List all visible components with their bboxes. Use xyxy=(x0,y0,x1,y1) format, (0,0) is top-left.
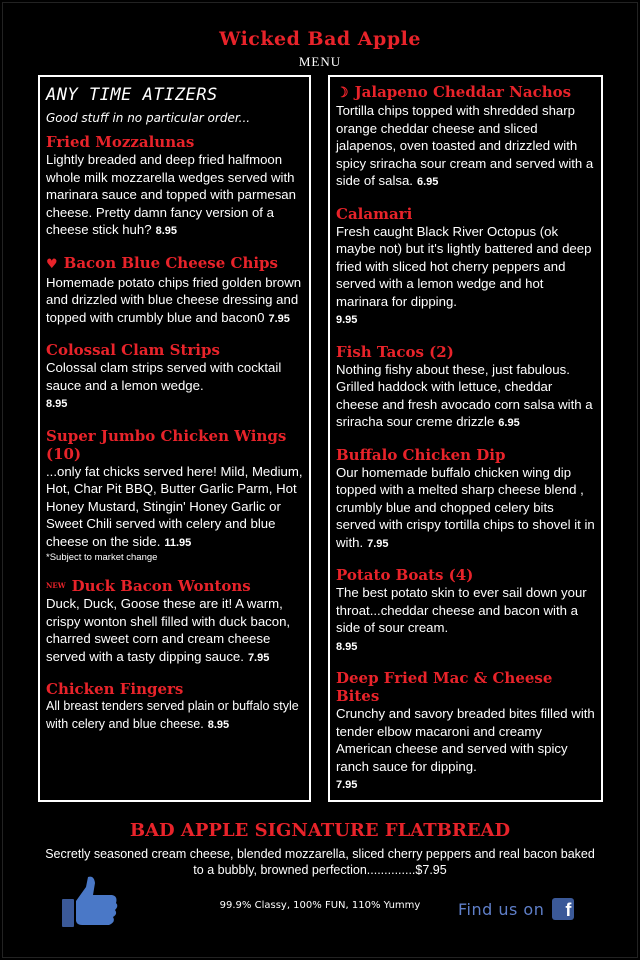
item-name: Colossal Clam Strips xyxy=(46,341,220,359)
menu-item xyxy=(336,83,596,192)
menu-item xyxy=(336,343,596,433)
item-price: 6.95 xyxy=(416,176,439,188)
item-price: 7.95 xyxy=(268,312,290,325)
menu-item xyxy=(46,427,304,565)
menu-item xyxy=(336,669,596,795)
item-note: *Subject to market change xyxy=(46,552,158,563)
item-desc: Fresh caught Black River Octopus (ok maybe not) but it's lightly battered and deep fried with sliced hot cherry peppers and served with a lemon wedge and hot marinara for dipping. 9.95 xyxy=(336,223,592,326)
item-price: 6.95 xyxy=(498,417,520,429)
item-name: ☽ Jalapeno Cheddar Nachos xyxy=(336,83,572,101)
new-badge-icon: NEW xyxy=(46,581,66,590)
menu-label: MENU xyxy=(298,54,342,69)
appetizers-box-left xyxy=(38,75,311,802)
item-desc: Our homemade buffalo chicken wing dip topped with a melted sharp cheese blend , crumbly blue and chopped celery bits served with crispy tortilla chips to shovel it in with. 7.95 xyxy=(336,464,595,550)
item-price: 8.95 xyxy=(207,718,230,731)
menu-item xyxy=(336,566,596,656)
item-desc: All breast tenders served plain or buffalo style with celery and blue cheese. 8.95 xyxy=(46,699,299,731)
appetizers-box-right xyxy=(328,75,603,802)
item-name: Fried Mozzalunas xyxy=(46,133,195,151)
item-name: Deep Fried Mac & Cheese Bites xyxy=(336,669,553,705)
item-price: 7.95 xyxy=(336,779,358,791)
menu-item xyxy=(336,205,596,330)
find-us-facebook[interactable] xyxy=(458,898,574,920)
heart-icon: ♥ xyxy=(46,256,58,272)
slogan: 99.9% Classy, 100% FUN, 110% Yummy xyxy=(219,900,421,911)
menu-item xyxy=(46,254,304,329)
item-desc: Tortilla chips topped with shredded sharp orange cheddar cheese and sliced jalapenos, oven toasted and drizzled with spicy sriracha sour cream and served with a side of salsa. 6.95 xyxy=(336,103,594,188)
item-desc: Nothing fishy about these, just fabulous. Grilled haddock with lettuce, cheddar cheese and fresh avocado corn salsa with a sriracha sour creme drizzle 6.95 xyxy=(336,361,593,429)
facebook-icon: f xyxy=(552,898,574,920)
item-desc: The best potato skin to ever sail down your throat...cheddar cheese and bacon with a side of sour cream. 8.95 xyxy=(336,585,587,653)
item-price: 8.95 xyxy=(155,225,177,237)
thumbs-up-icon xyxy=(60,875,120,930)
menu-item xyxy=(46,577,304,667)
item-price: 7.95 xyxy=(247,651,270,664)
section-heading: ANY TIME ATIZERS xyxy=(46,85,218,105)
menu-item xyxy=(336,446,596,554)
item-desc: Duck, Duck, Goose these are it! A warm, crispy wonton shell filled with duck bacon, charred sweet corn and cream cheese served with a tasty dipping sauce. 7.95 xyxy=(46,596,291,664)
chili-pepper-icon: ☽ xyxy=(336,85,349,101)
flatbread-title: BAD APPLE SIGNATURE FLATBREAD xyxy=(129,820,511,841)
item-price: 7.95 xyxy=(367,537,389,550)
item-name: Potato Boats (4) xyxy=(336,566,474,584)
section-tagline: Good stuff in no particular order... xyxy=(46,111,251,125)
item-desc: Lightly breaded and deep fried halfmoon whole milk mozzarella wedges served with marinara sauce and topped with parmesan cheese. Pretty damn fancy version of a cheese stick huh? 8.95 xyxy=(46,152,296,237)
menu-item xyxy=(46,680,304,734)
menu-item xyxy=(46,133,304,241)
item-desc: Colossal clam strips served with cocktail sauce and a lemon wedge. 8.95 xyxy=(46,360,282,410)
find-us-label: Find us on xyxy=(458,899,545,919)
item-name: Calamari xyxy=(336,204,413,223)
item-price: 8.95 xyxy=(46,398,68,410)
menu-item xyxy=(46,341,304,414)
restaurant-title: Wicked Bad Apple xyxy=(219,28,421,50)
item-desc: Homemade potato chips fried golden brown and drizzled with blue cheese dressing and topped with crumbly blue and bacon0 7.95 xyxy=(46,274,302,325)
item-name: Chicken Fingers xyxy=(46,680,184,698)
item-name: Fish Tacos (2) xyxy=(336,342,454,361)
item-name: ♥ Bacon Blue Cheese Chips xyxy=(46,253,278,272)
item-price: 8.95 xyxy=(336,640,358,653)
item-price: 11.95 xyxy=(164,536,192,549)
item-name: Buffalo Chicken Dip xyxy=(336,445,506,464)
item-name: Super Jumbo Chicken Wings (10) xyxy=(46,426,287,463)
item-price: 9.95 xyxy=(336,314,358,326)
item-name: $^{NEW}$ Duck Bacon Wontons xyxy=(46,577,251,595)
item-desc: Crunchy and savory breaded bites filled with tender elbow macaroni and creamy American cheese and served with spicy ranch sauce for dipping. 7.95 xyxy=(336,706,595,791)
flatbread-desc: Secretly seasoned cream cheese, blended mozzarella, sliced cherry peppers and real bacon baked to a bubbly, browned perfection..............$7.95 xyxy=(45,847,595,877)
item-desc: ...only fat chicks served here! Mild, Medium, Hot, Char Pit BBQ, Butter Garlic Parm, Hot Honey Mustard, Stingin' Honey Garlic or Sweet Chili served with celery and blue cheese on the side. 11.95 xyxy=(46,463,303,549)
